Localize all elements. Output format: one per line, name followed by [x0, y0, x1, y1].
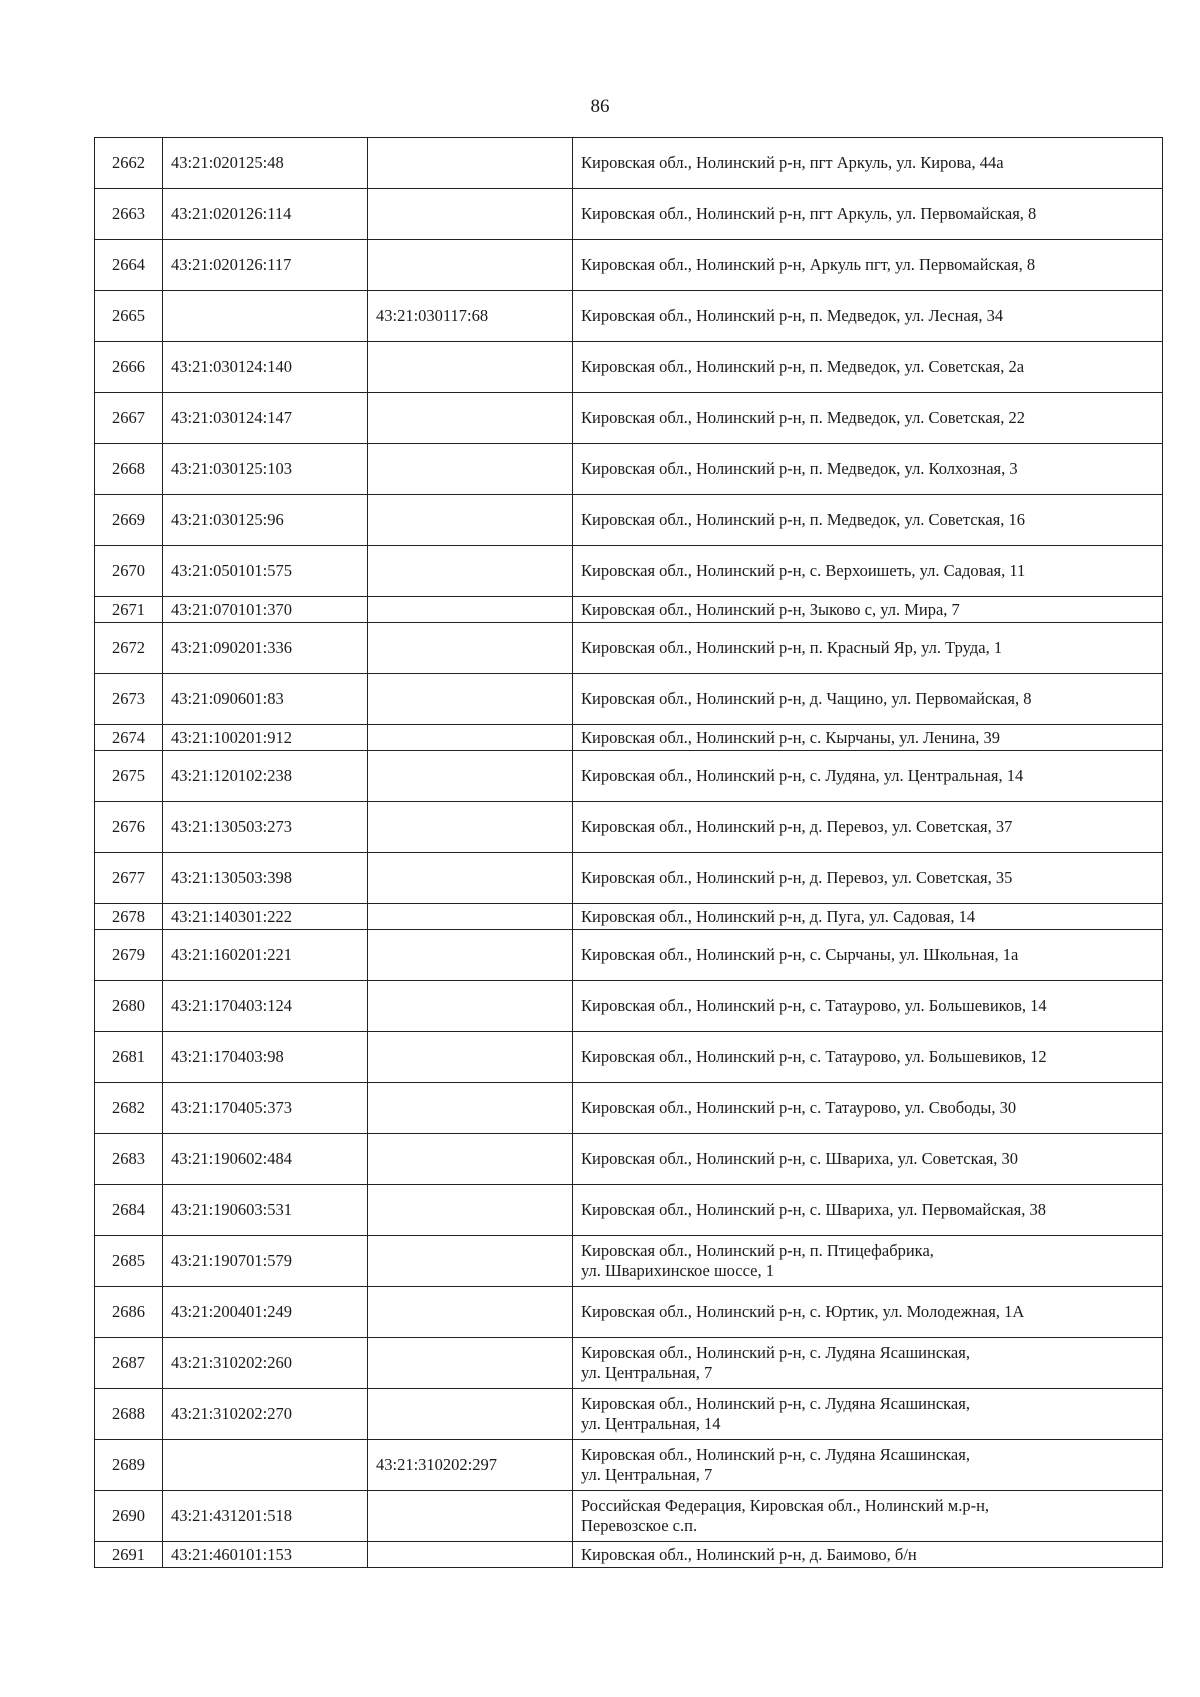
address-line: Кировская обл., Нолинский р-н, д. Перевоз, ул. Советская, 37 — [581, 817, 1013, 836]
cadastral-number-cell: 43:21:310202:270 — [163, 1389, 368, 1440]
secondary-cadastral-number-cell — [368, 623, 573, 674]
table-row — [95, 725, 1163, 751]
row-number-cell: 2683 — [95, 1134, 163, 1185]
secondary-cadastral-number-cell — [368, 1287, 573, 1338]
row-number-cell: 2678 — [95, 904, 163, 930]
cadastral-number-cell: 43:21:020126:117 — [163, 240, 368, 291]
secondary-cadastral-number-cell — [368, 444, 573, 495]
address-cell — [573, 240, 1163, 291]
secondary-cadastral-number-cell — [368, 138, 573, 189]
address-line: Кировская обл., Нолинский р-н, с. Татаурово, ул. Свободы, 30 — [581, 1098, 1017, 1117]
table-row — [95, 1032, 1163, 1083]
secondary-cadastral-number-cell — [368, 751, 573, 802]
address-line: Кировская обл., Нолинский р-н, д. Чащино, ул. Первомайская, 8 — [581, 689, 1032, 708]
cadastral-number-cell — [163, 1440, 368, 1491]
address-cell — [573, 674, 1163, 725]
cadastral-number-cell: 43:21:090201:336 — [163, 623, 368, 674]
secondary-cadastral-number-cell — [368, 1338, 573, 1389]
page-number: 86 — [590, 96, 610, 117]
address-line: Кировская обл., Нолинский р-н, пгт Аркуль, ул. Кирова, 44а — [581, 153, 1004, 172]
cadastral-number-cell: 43:21:170403:124 — [163, 981, 368, 1032]
row-number-cell: 2670 — [95, 546, 163, 597]
table-row — [95, 1491, 1163, 1542]
address-line: Кировская обл., Нолинский р-н, д. Баимово, б/н — [581, 1544, 917, 1564]
address-line: Кировская обл., Нолинский р-н, п. Медведок, ул. Лесная, 34 — [581, 306, 1004, 325]
cadastral-number-cell: 43:21:070101:370 — [163, 597, 368, 623]
registry-body — [95, 138, 1163, 1568]
secondary-cadastral-number-cell — [368, 1491, 573, 1542]
address-line: Кировская обл., Нолинский р-н, с. Швариха, ул. Первомайская, 38 — [581, 1200, 1046, 1219]
address-cell — [573, 725, 1163, 751]
address-cell — [573, 495, 1163, 546]
address-line: Кировская обл., Нолинский р-н, с. Швариха, ул. Советская, 30 — [581, 1149, 1019, 1168]
address-cell — [573, 1389, 1163, 1440]
row-number-cell: 2687 — [95, 1338, 163, 1389]
row-number-cell: 2690 — [95, 1491, 163, 1542]
address-line: ул. Шварихинское шоссе, 1 — [581, 1261, 774, 1280]
row-number-cell: 2676 — [95, 802, 163, 853]
secondary-cadastral-number-cell — [368, 1185, 573, 1236]
address-cell — [573, 1440, 1163, 1491]
cadastral-number-cell: 43:21:020125:48 — [163, 138, 368, 189]
address-cell — [573, 1338, 1163, 1389]
cadastral-number-cell: 43:21:190603:531 — [163, 1185, 368, 1236]
secondary-cadastral-number-cell — [368, 725, 573, 751]
row-number-cell: 2664 — [95, 240, 163, 291]
row-number-cell: 2684 — [95, 1185, 163, 1236]
address-line: Кировская обл., Нолинский р-н, пгт Аркуль, ул. Первомайская, 8 — [581, 204, 1037, 223]
secondary-cadastral-number-cell — [368, 981, 573, 1032]
table-row — [95, 1083, 1163, 1134]
address-cell — [573, 904, 1163, 930]
address-line: Кировская обл., Нолинский р-н, п. Красный Яр, ул. Труда, 1 — [581, 638, 1003, 657]
cadastral-number-cell: 43:21:460101:153 — [163, 1542, 368, 1568]
secondary-cadastral-number-cell: 43:21:030117:68 — [368, 291, 573, 342]
cadastral-number-cell: 43:21:120102:238 — [163, 751, 368, 802]
cadastral-number-cell: 43:21:310202:260 — [163, 1338, 368, 1389]
row-number-cell: 2689 — [95, 1440, 163, 1491]
cadastral-number-cell: 43:21:130503:398 — [163, 853, 368, 904]
address-cell — [573, 393, 1163, 444]
table-row — [95, 240, 1163, 291]
cadastral-number-cell: 43:21:130503:273 — [163, 802, 368, 853]
cadastral-number-cell — [163, 291, 368, 342]
address-line: Кировская обл., Нолинский р-н, п. Медведок, ул. Советская, 16 — [581, 510, 1025, 529]
row-number-cell: 2686 — [95, 1287, 163, 1338]
table-row — [95, 546, 1163, 597]
secondary-cadastral-number-cell — [368, 342, 573, 393]
cadastral-number-cell: 43:21:200401:249 — [163, 1287, 368, 1338]
secondary-cadastral-number-cell — [368, 1236, 573, 1287]
address-line: Кировская обл., Нолинский р-н, с. Лудяна Ясашинская, — [581, 1394, 970, 1413]
row-number-cell: 2674 — [95, 725, 163, 751]
secondary-cadastral-number-cell — [368, 1542, 573, 1568]
address-cell — [573, 1542, 1163, 1568]
secondary-cadastral-number-cell — [368, 1134, 573, 1185]
address-line: Кировская обл., Нолинский р-н, д. Перевоз, ул. Советская, 35 — [581, 868, 1013, 887]
registry-table — [94, 137, 1163, 1568]
row-number-cell: 2679 — [95, 930, 163, 981]
secondary-cadastral-number-cell — [368, 802, 573, 853]
address-line: Перевозское с.п. — [581, 1516, 698, 1535]
table-row — [95, 291, 1163, 342]
address-line: Кировская обл., Нолинский р-н, п. Медведок, ул. Колхозная, 3 — [581, 459, 1018, 478]
address-line: Кировская обл., Нолинский р-н, с. Татаурово, ул. Большевиков, 14 — [581, 996, 1047, 1015]
address-cell — [573, 981, 1163, 1032]
address-cell — [573, 930, 1163, 981]
row-number-cell: 2680 — [95, 981, 163, 1032]
table-row — [95, 1440, 1163, 1491]
address-line: Кировская обл., Нолинский р-н, с. Верхоишеть, ул. Садовая, 11 — [581, 561, 1026, 580]
table-row — [95, 138, 1163, 189]
address-line: Кировская обл., Нолинский р-н, с. Татаурово, ул. Большевиков, 12 — [581, 1047, 1047, 1066]
address-cell — [573, 597, 1163, 623]
address-line: Кировская обл., Нолинский р-н, п. Медведок, ул. Советская, 2а — [581, 357, 1025, 376]
address-line: Кировская обл., Нолинский р-н, с. Кырчаны, ул. Ленина, 39 — [581, 727, 1001, 747]
row-number-cell: 2662 — [95, 138, 163, 189]
table-row — [95, 1185, 1163, 1236]
table-row — [95, 393, 1163, 444]
address-cell — [573, 291, 1163, 342]
address-line: ул. Центральная, 14 — [581, 1414, 721, 1433]
cadastral-number-cell: 43:21:140301:222 — [163, 904, 368, 930]
row-number-cell: 2667 — [95, 393, 163, 444]
address-cell — [573, 751, 1163, 802]
address-line: Кировская обл., Нолинский р-н, с. Лудяна Ясашинская, — [581, 1445, 970, 1464]
row-number-cell: 2663 — [95, 189, 163, 240]
table-row — [95, 342, 1163, 393]
cadastral-number-cell: 43:21:020126:114 — [163, 189, 368, 240]
table-row — [95, 189, 1163, 240]
cadastral-number-cell: 43:21:431201:518 — [163, 1491, 368, 1542]
table-row — [95, 1542, 1163, 1568]
secondary-cadastral-number-cell: 43:21:310202:297 — [368, 1440, 573, 1491]
secondary-cadastral-number-cell — [368, 546, 573, 597]
row-number-cell: 2665 — [95, 291, 163, 342]
table-row — [95, 1236, 1163, 1287]
secondary-cadastral-number-cell — [368, 1389, 573, 1440]
row-number-cell: 2677 — [95, 853, 163, 904]
address-line: Кировская обл., Нолинский р-н, с. Сырчаны, ул. Школьная, 1а — [581, 945, 1019, 964]
address-line: Кировская обл., Нолинский р-н, с. Юртик, ул. Молодежная, 1А — [581, 1302, 1025, 1321]
address-cell — [573, 1236, 1163, 1287]
address-line: ул. Центральная, 7 — [581, 1363, 713, 1382]
row-number-cell: 2671 — [95, 597, 163, 623]
row-number-cell: 2682 — [95, 1083, 163, 1134]
table-row — [95, 981, 1163, 1032]
address-cell — [573, 1491, 1163, 1542]
row-number-cell: 2681 — [95, 1032, 163, 1083]
secondary-cadastral-number-cell — [368, 393, 573, 444]
secondary-cadastral-number-cell — [368, 240, 573, 291]
table-row — [95, 495, 1163, 546]
address-cell — [573, 1134, 1163, 1185]
secondary-cadastral-number-cell — [368, 189, 573, 240]
cadastral-number-cell: 43:21:170403:98 — [163, 1032, 368, 1083]
address-cell — [573, 1185, 1163, 1236]
secondary-cadastral-number-cell — [368, 495, 573, 546]
address-line: Кировская обл., Нолинский р-н, д. Пуга, ул. Садовая, 14 — [581, 906, 976, 926]
table-row — [95, 1389, 1163, 1440]
address-cell — [573, 623, 1163, 674]
row-number-cell: 2672 — [95, 623, 163, 674]
address-line: Кировская обл., Нолинский р-н, Аркуль пгт, ул. Первомайская, 8 — [581, 255, 1036, 274]
table-row — [95, 751, 1163, 802]
address-cell — [573, 546, 1163, 597]
table-row — [95, 802, 1163, 853]
cadastral-number-cell: 43:21:030124:147 — [163, 393, 368, 444]
address-line: Российская Федерация, Кировская обл., Нолинский м.р-н, — [581, 1496, 990, 1515]
table-row — [95, 674, 1163, 725]
secondary-cadastral-number-cell — [368, 853, 573, 904]
cadastral-number-cell: 43:21:030124:140 — [163, 342, 368, 393]
table-row — [95, 1287, 1163, 1338]
cadastral-number-cell: 43:21:030125:96 — [163, 495, 368, 546]
secondary-cadastral-number-cell — [368, 930, 573, 981]
secondary-cadastral-number-cell — [368, 904, 573, 930]
address-line: ул. Центральная, 7 — [581, 1465, 713, 1484]
address-cell — [573, 138, 1163, 189]
table-row — [95, 930, 1163, 981]
row-number-cell: 2669 — [95, 495, 163, 546]
row-number-cell: 2691 — [95, 1542, 163, 1568]
cadastral-number-cell: 43:21:160201:221 — [163, 930, 368, 981]
secondary-cadastral-number-cell — [368, 1083, 573, 1134]
table-row — [95, 853, 1163, 904]
address-line: Кировская обл., Нолинский р-н, Зыково с, ул. Мира, 7 — [581, 599, 960, 619]
address-line: Кировская обл., Нолинский р-н, п. Птицефабрика, — [581, 1241, 934, 1260]
address-line: Кировская обл., Нолинский р-н, с. Лудяна Ясашинская, — [581, 1343, 970, 1362]
row-number-cell: 2673 — [95, 674, 163, 725]
row-number-cell: 2688 — [95, 1389, 163, 1440]
cadastral-number-cell: 43:21:190701:579 — [163, 1236, 368, 1287]
row-number-cell: 2668 — [95, 444, 163, 495]
address-cell — [573, 1032, 1163, 1083]
table-row — [95, 623, 1163, 674]
table-row — [95, 597, 1163, 623]
cadastral-number-cell: 43:21:190602:484 — [163, 1134, 368, 1185]
cadastral-number-cell: 43:21:170405:373 — [163, 1083, 368, 1134]
table-row — [95, 444, 1163, 495]
address-line: Кировская обл., Нолинский р-н, п. Медведок, ул. Советская, 22 — [581, 408, 1025, 427]
cadastral-number-cell: 43:21:050101:575 — [163, 546, 368, 597]
table-row — [95, 1338, 1163, 1389]
address-cell — [573, 444, 1163, 495]
cadastral-number-cell: 43:21:100201:912 — [163, 725, 368, 751]
address-cell — [573, 853, 1163, 904]
address-cell — [573, 802, 1163, 853]
address-cell — [573, 1287, 1163, 1338]
cadastral-number-cell: 43:21:030125:103 — [163, 444, 368, 495]
address-cell — [573, 1083, 1163, 1134]
row-number-cell: 2685 — [95, 1236, 163, 1287]
table-row — [95, 1134, 1163, 1185]
secondary-cadastral-number-cell — [368, 674, 573, 725]
row-number-cell: 2666 — [95, 342, 163, 393]
address-cell — [573, 189, 1163, 240]
secondary-cadastral-number-cell — [368, 1032, 573, 1083]
address-cell — [573, 342, 1163, 393]
cadastral-number-cell: 43:21:090601:83 — [163, 674, 368, 725]
row-number-cell: 2675 — [95, 751, 163, 802]
table-row — [95, 904, 1163, 930]
address-line: Кировская обл., Нолинский р-н, с. Лудяна, ул. Центральная, 14 — [581, 766, 1024, 785]
secondary-cadastral-number-cell — [368, 597, 573, 623]
